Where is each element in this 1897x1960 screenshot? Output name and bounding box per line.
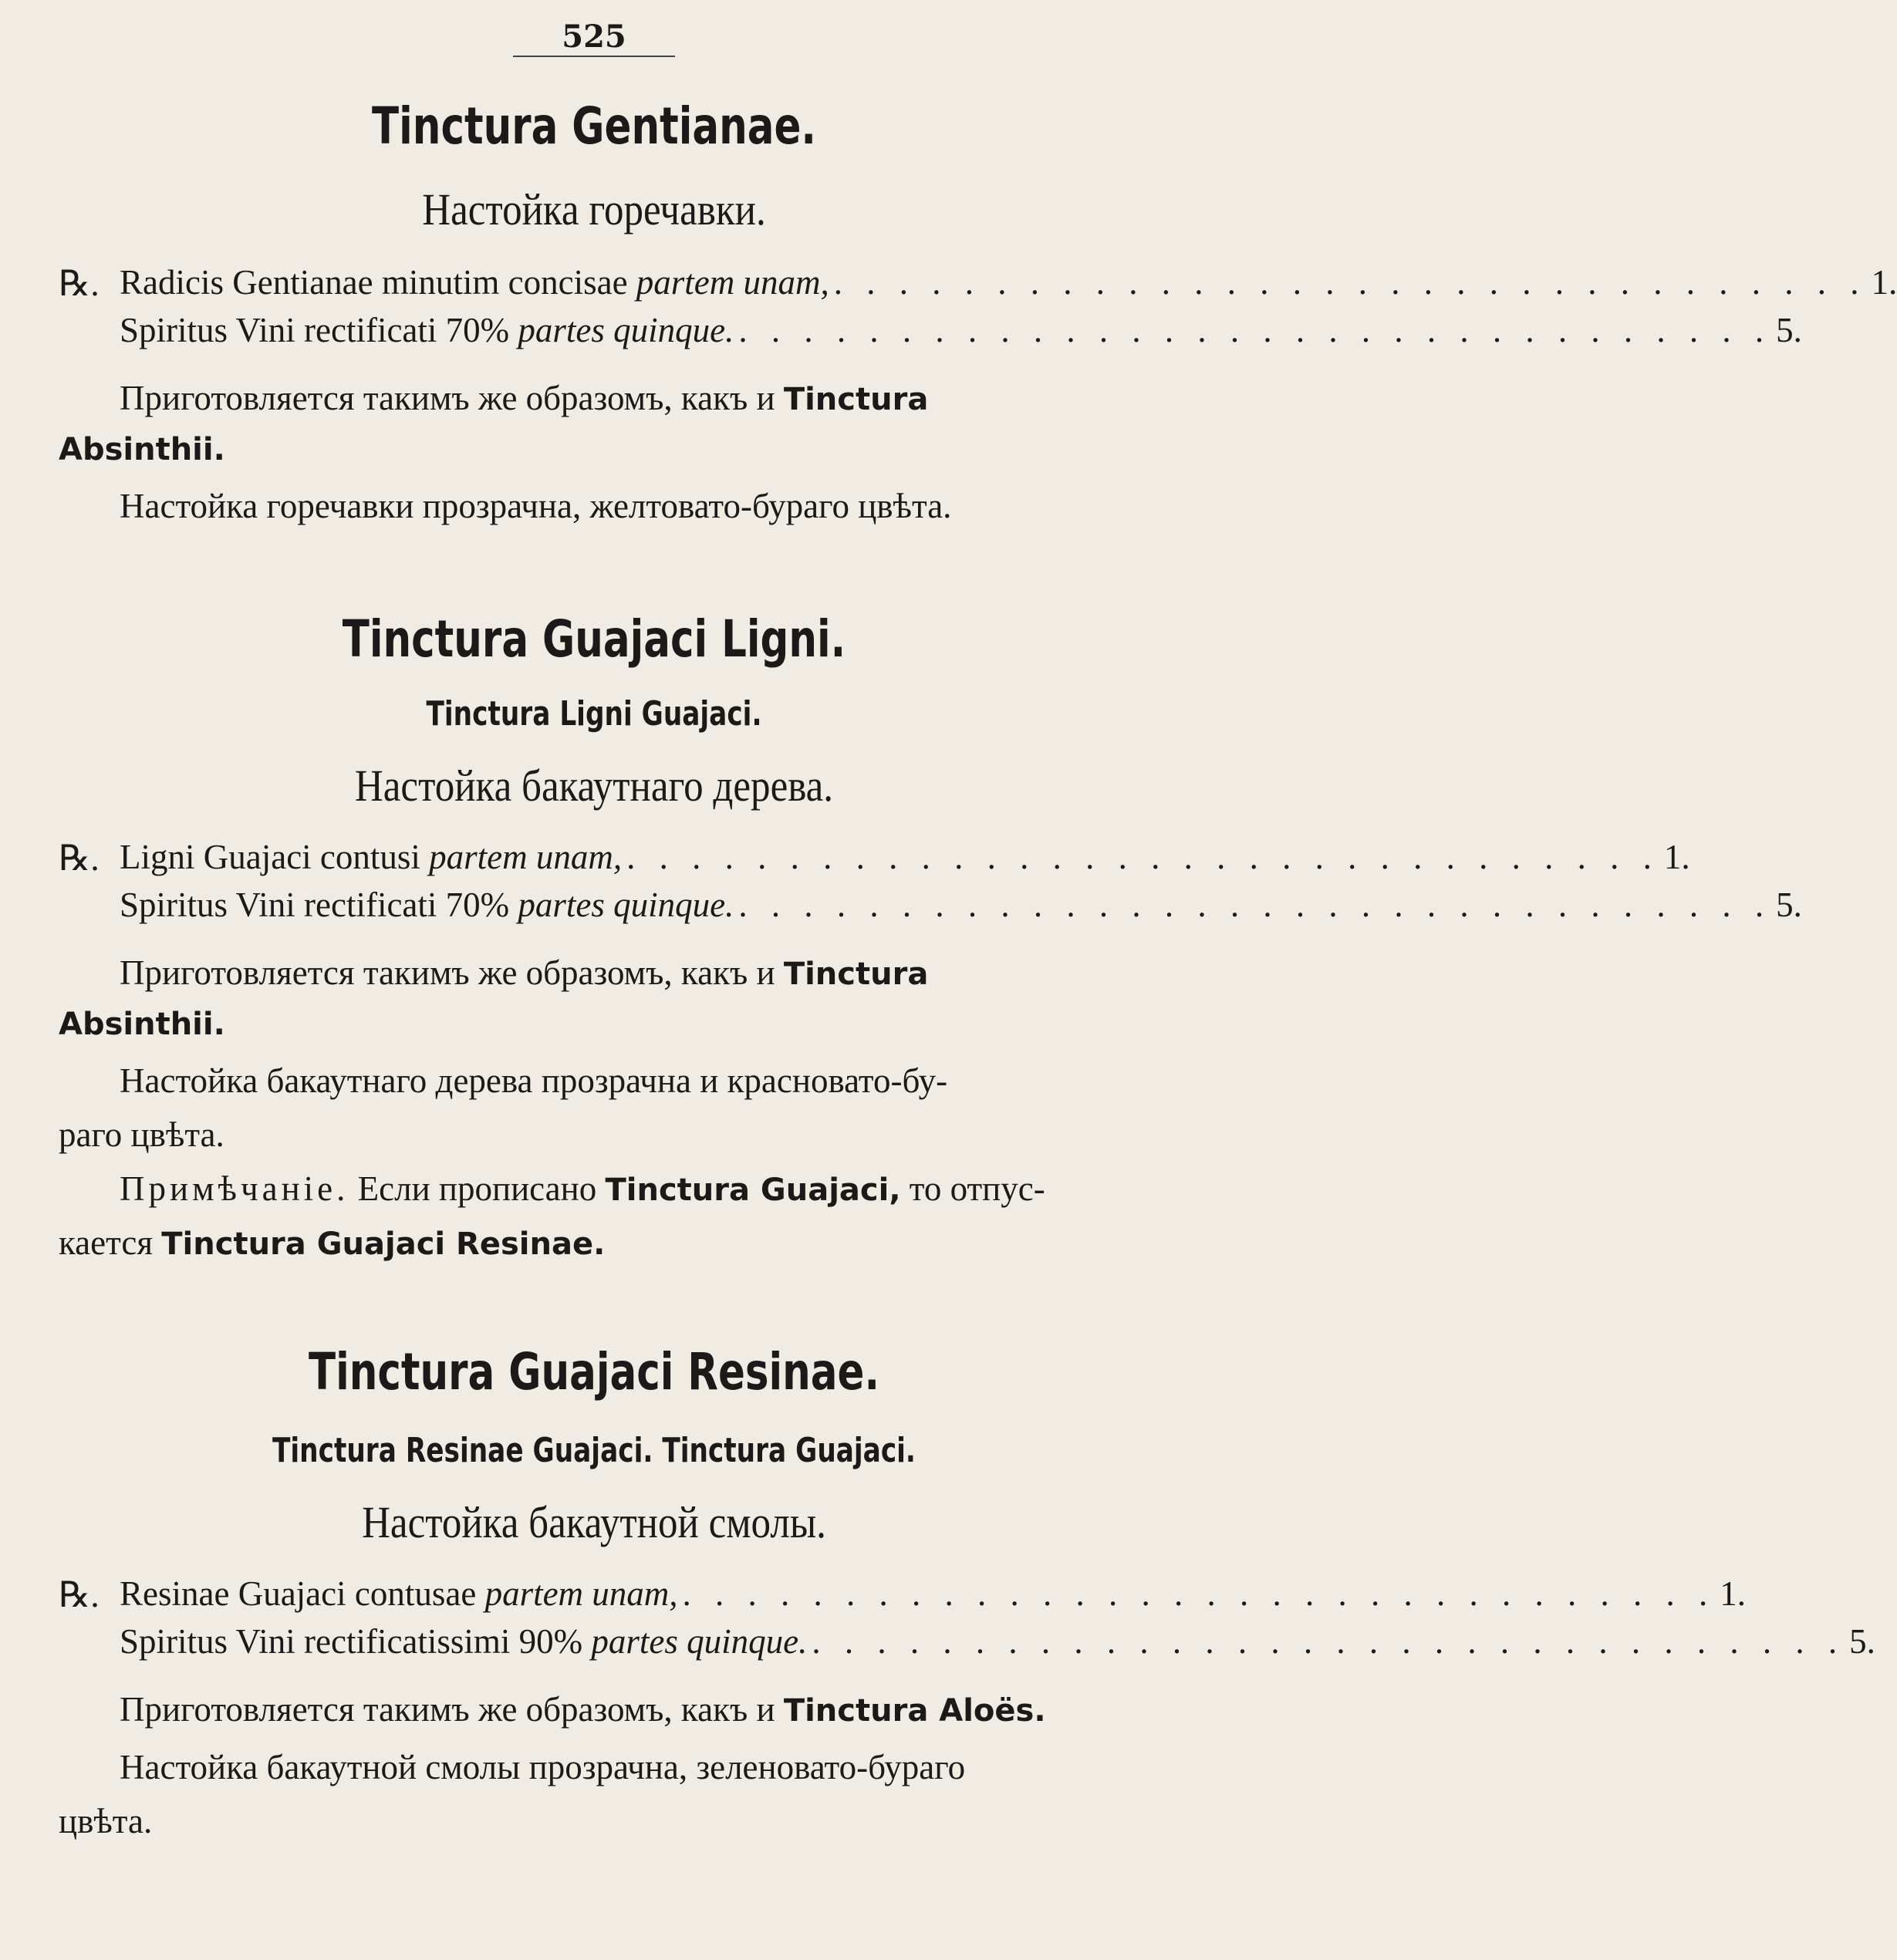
page-number: 525 xyxy=(562,19,626,55)
preparation-text-cont xyxy=(59,1003,225,1043)
note-label: Примѣчаніе. xyxy=(120,1169,349,1208)
prep-reference: Absinthii. xyxy=(59,432,225,467)
prep-line: Приготовляется такимъ же образомъ, какъ и xyxy=(120,1690,775,1729)
ingredient-qty: 5. xyxy=(1776,311,1802,349)
preparation-text xyxy=(120,378,928,418)
ingredient-qty: 1. xyxy=(1663,838,1690,876)
leader-dots: . . . . . . . . . . . . . . . . . . . . . . . . . . . . . . . . xyxy=(682,1574,1716,1613)
ingredient-qty: 5. xyxy=(1776,886,1802,924)
note-line: то отпус- xyxy=(909,1169,1045,1208)
header-rule xyxy=(513,56,675,57)
section-ru-title-gentianae: Настойка горечавки. xyxy=(422,184,766,234)
note-reference: Tinctura Guajaci, xyxy=(605,1172,901,1208)
prep-reference: Tinctura Aloës. xyxy=(783,1693,1046,1729)
ingredient-line xyxy=(120,837,1690,877)
description-text: Настойка бакаутной смолы прозрачна, зеленовато-бураго xyxy=(120,1748,966,1786)
ingredient-qty: 1. xyxy=(1871,263,1897,302)
prep-reference: Tinctura xyxy=(783,382,929,417)
rx-symbol: ℞. xyxy=(59,264,100,303)
ingredient-line xyxy=(120,1574,1747,1614)
section-title-guajaci-ligni: Tinctura Guajaci Ligni. xyxy=(342,609,846,669)
prep-line: Приготовляется такимъ же образомъ, какъ и xyxy=(120,953,775,992)
prep-reference: Tinctura xyxy=(783,956,929,992)
note-reference: Tinctura Guajaci Resinae. xyxy=(161,1226,606,1262)
section-title-guajaci-resinae: Tinctura Guajaci Resinae. xyxy=(308,1342,880,1402)
leader-dots: . . . . . . . . . . . . . . . . . . . . . . . . . . . . . . . . xyxy=(833,263,1867,302)
note-line: Если прописано xyxy=(357,1169,597,1208)
leader-dots: . . . . . . . . . . . . . . . . . . . . . . . . . . . . . . . . xyxy=(738,311,1772,349)
preparation-text xyxy=(120,953,928,993)
preparation-text xyxy=(120,1689,1046,1729)
section-synonym: Tinctura Ligni Guajaci. xyxy=(426,694,762,734)
leader-dots: . . . . . . . . . . . . . . . . . . . . . . . . . . . . . . . . xyxy=(626,838,1659,876)
section-ru-title-guajaci-ligni: Настойка бакаутнаго дерева. xyxy=(354,761,834,811)
ingredient-part: partes quinque. xyxy=(591,1622,808,1661)
ingredient-part: partes quinque. xyxy=(518,311,734,349)
ingredient-name: Ligni Guajaci contusi xyxy=(120,838,420,876)
rx-symbol: ℞. xyxy=(59,838,100,878)
description-text-cont: цвѣта. xyxy=(59,1802,153,1840)
ingredient-name: Spiritus Vini rectificati 70% xyxy=(120,886,510,924)
ingredient-name: Spiritus Vini rectificati 70% xyxy=(120,311,510,349)
ingredient-line xyxy=(120,310,1802,350)
ingredient-qty: 5. xyxy=(1849,1622,1875,1661)
section-title-gentianae: Tinctura Gentianae. xyxy=(372,96,816,156)
ingredient-qty: 1. xyxy=(1720,1574,1747,1613)
ingredient-line xyxy=(120,1621,1875,1661)
description-text-cont: раго цвѣта. xyxy=(59,1115,224,1154)
ingredient-part: partem unam, xyxy=(429,838,623,876)
note-text xyxy=(120,1169,1045,1209)
leader-dots: . . . . . . . . . . . . . . . . . . . . . . . . . . . . . . . . xyxy=(812,1622,1845,1661)
ingredient-name: Radicis Gentianae minutim concisae xyxy=(120,263,628,302)
note-line: кается xyxy=(59,1223,154,1262)
ingredient-line xyxy=(120,262,1897,302)
leader-dots: . . . . . . . . . . . . . . . . . . . . . . . . . . . . . . . . xyxy=(738,886,1772,924)
ingredient-name: Spiritus Vini rectificatissimi 90% xyxy=(120,1622,583,1661)
prep-line: Приготовляется такимъ же образомъ, какъ и xyxy=(120,379,775,417)
prep-reference: Absinthii. xyxy=(59,1007,225,1042)
ingredient-part: partem unam, xyxy=(484,1574,678,1613)
ingredient-part: partes quinque. xyxy=(518,886,734,924)
ingredient-name: Resinae Guajaci contusae xyxy=(120,1574,477,1613)
description-text: Настойка горечавки прозрачна, желтовато-бураго цвѣта. xyxy=(120,487,952,525)
section-ru-title-guajaci-resinae: Настойка бакаутной смолы. xyxy=(362,1497,826,1547)
section-synonym: Tinctura Resinae Guajaci. Tinctura Guajaci. xyxy=(272,1431,916,1470)
ingredient-part: partem unam, xyxy=(636,263,829,302)
ingredient-line xyxy=(120,885,1802,925)
description-text: Настойка бакаутнаго дерева прозрачна и красновато-бу- xyxy=(120,1061,948,1100)
preparation-text-cont xyxy=(59,428,225,468)
rx-symbol: ℞. xyxy=(59,1575,100,1614)
note-text-cont xyxy=(59,1223,605,1263)
